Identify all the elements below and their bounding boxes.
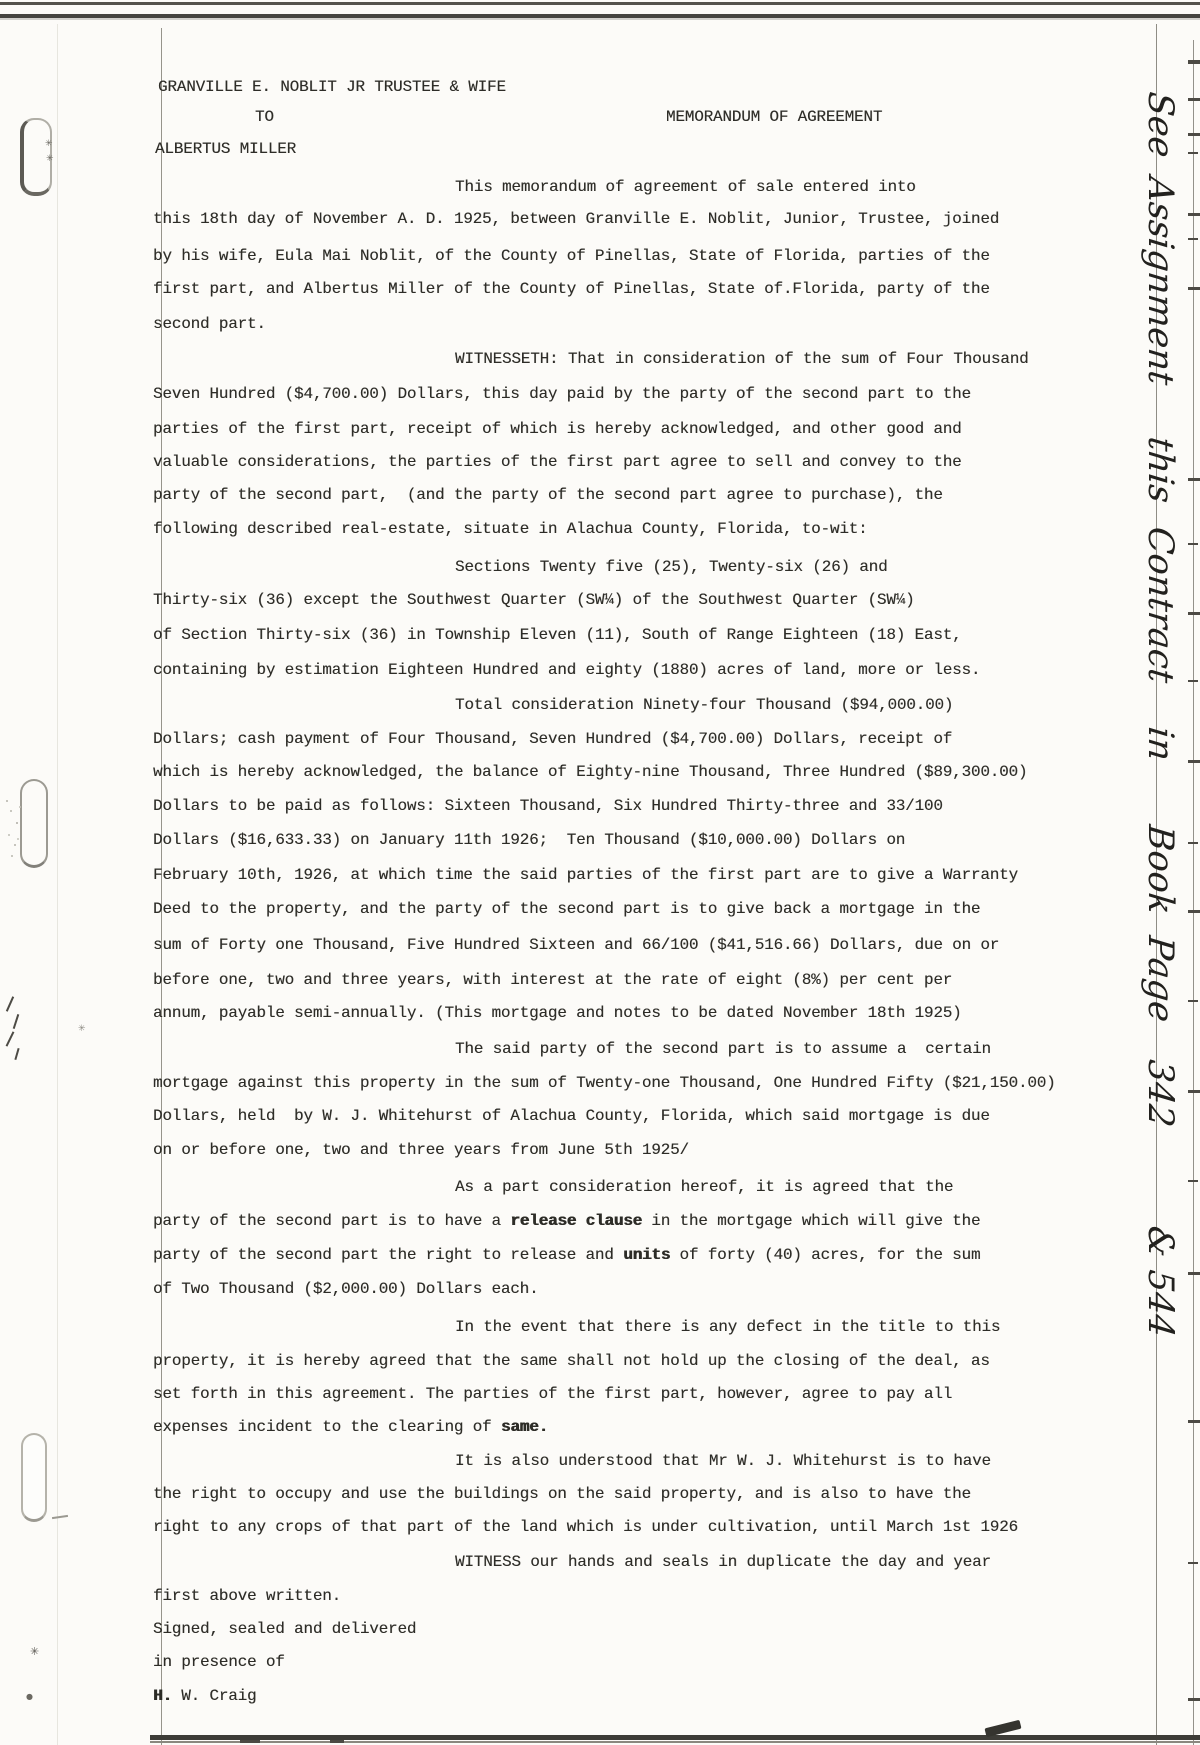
edge-tick xyxy=(1188,612,1200,615)
edge-tick xyxy=(1188,1090,1200,1093)
margin-note-word: Page xyxy=(1140,933,1180,1024)
paper-fold-line xyxy=(57,24,58,1745)
margin-note-word: & xyxy=(1140,1224,1180,1260)
top-scan-edge-rule xyxy=(0,2,1200,5)
pen-mark: ✳ xyxy=(78,1024,86,1034)
typed-line: Seven Hundred ($4,700.00) Dollars, this day paid by the party of the second part to the xyxy=(153,385,971,403)
typed-line: WITNESS our hands and seals in duplicate the day and year xyxy=(455,1553,991,1571)
edge-tick xyxy=(1188,1562,1198,1564)
typed-line: valuable considerations, the parties of the first part agree to sell and convey to the xyxy=(153,453,962,471)
pen-mark: ✳ xyxy=(45,139,53,149)
typed-line: H. W. Craig xyxy=(153,1687,257,1705)
typed-line: Total consideration Ninety-four Thousand ($94,000.00) xyxy=(455,696,954,714)
typed-line: As a part consideration hereof, it is agreed that the xyxy=(455,1178,954,1196)
typed-line: party of the second part the right to release and units of forty (40) acres, for the sum xyxy=(153,1246,981,1264)
edge-tick xyxy=(1188,287,1200,290)
typed-line: right to any crops of that part of the land which is under cultivation, until March 1st 1926 xyxy=(153,1518,1018,1536)
typed-line: annum, payable semi-annually. (This mortgage and notes to be dated November 18th 1925) xyxy=(153,1004,962,1022)
punch-hole-middle xyxy=(20,779,48,868)
typed-line: parties of the first part, receipt of which is hereby acknowledged, and other good and xyxy=(153,420,962,438)
scan-tick xyxy=(240,1740,260,1743)
typed-line: This memorandum of agreement of sale entered into xyxy=(455,178,916,196)
edge-tick xyxy=(1188,213,1200,216)
scan-speckles xyxy=(6,800,8,802)
typed-line: Dollars to be paid as follows: Sixteen Thousand, Six Hundred Thirty-three and 33/100 xyxy=(153,797,943,815)
pen-stroke xyxy=(6,996,14,1011)
pen-stroke xyxy=(13,1014,20,1029)
typed-line: Sections Twenty five (25), Twenty-six (26) and xyxy=(455,558,888,576)
pen-mark: ✳ xyxy=(46,154,54,164)
typed-line: It is also understood that Mr W. J. Whitehurst is to have xyxy=(455,1452,991,1470)
edge-tick xyxy=(1188,98,1200,101)
edge-tick xyxy=(1188,910,1200,913)
typed-line: set forth in this agreement. The parties of the first part, however, agree to pay all xyxy=(153,1385,953,1403)
scan-tick xyxy=(52,1515,68,1519)
typed-line: before one, two and three years, with interest at the rate of eight (8%) per cent per xyxy=(153,971,953,989)
scan-tick xyxy=(330,1740,344,1743)
typed-line: sum of Forty one Thousand, Five Hundred Sixteen and 66/100 ($41,516.66) Dollars, due on or xyxy=(153,936,1000,954)
margin-note-word: Assignment xyxy=(1140,175,1180,388)
typed-line: expenses incident to the clearing of same. xyxy=(153,1418,548,1436)
margin-note-word: See xyxy=(1140,89,1180,160)
edge-tick xyxy=(1188,1698,1200,1701)
typed-line: Dollars; cash payment of Four Thousand, Seven Hundred ($4,700.00) Dollars, receipt of xyxy=(153,730,953,748)
pen-stroke xyxy=(14,1048,19,1060)
edge-tick xyxy=(1188,1272,1200,1275)
bottom-scan-edge-rule-2 xyxy=(150,1741,1200,1743)
typed-line: second part. xyxy=(153,315,266,333)
edge-tick xyxy=(1188,238,1198,240)
edge-tick xyxy=(1188,680,1198,682)
edge-tick xyxy=(1188,543,1198,545)
edge-tick xyxy=(1188,1420,1200,1423)
typed-line: Deed to the property, and the party of the second part is to give back a mortgage in the xyxy=(153,900,981,918)
pen-mark: ✳ xyxy=(30,1645,40,1658)
typed-line: first above written. xyxy=(153,1587,342,1605)
typed-line: by his wife, Eula Mai Noblit, of the County of Pinellas, State of Florida, parties of the xyxy=(153,247,990,265)
typed-line: Dollars ($16,633.33) on January 11th 1926; Ten Thousand ($10,000.00) Dollars on xyxy=(153,831,906,849)
margin-note-word: 342 xyxy=(1140,1057,1180,1129)
typed-line: this 18th day of November A. D. 1925, between Granville E. Noblit, Junior, Trustee, joined xyxy=(153,210,1000,228)
punch-hole-bottom xyxy=(21,1433,47,1522)
edge-tick xyxy=(1188,60,1200,64)
edge-tick xyxy=(1188,133,1200,136)
margin-note-word: Book xyxy=(1140,822,1180,916)
typed-line: Signed, sealed and delivered xyxy=(153,1620,417,1638)
typed-line: the right to occupy and use the buildings on the said property, and is also to have the xyxy=(153,1485,971,1503)
margin-note-word: Contract xyxy=(1140,524,1180,685)
typed-line: mortgage against this property in the sum of Twenty-one Thousand, One Hundred Fifty ($21,150.00) xyxy=(153,1074,1056,1092)
typed-line: The said party of the second part is to assume a certain xyxy=(455,1040,991,1058)
typed-line: WITNESSETH: That in consideration of the sum of Four Thousand xyxy=(455,350,1029,368)
party-two-name: ALBERTUS MILLER xyxy=(155,140,297,158)
edge-tick xyxy=(1188,842,1198,844)
party-one-name: GRANVILLE E. NOBLIT JR TRUSTEE & WIFE xyxy=(158,78,506,96)
pen-mark: ● xyxy=(26,1692,33,1701)
edge-tick xyxy=(1188,760,1200,763)
edge-tick xyxy=(1188,478,1200,481)
edge-tick xyxy=(1188,1000,1198,1002)
typed-line: Dollars, held by W. J. Whitehurst of Alachua County, Florida, which said mortgage is due xyxy=(153,1107,990,1125)
typed-line: Thirty-six (36) except the Southwest Quarter (SW¼) of the Southwest Quarter (SW¼) xyxy=(153,591,915,609)
typed-line: property, it is hereby agreed that the same shall not hold up the closing of the deal, as xyxy=(153,1352,990,1370)
edge-tick xyxy=(1188,1180,1198,1182)
document-title: MEMORANDUM OF AGREEMENT xyxy=(666,108,883,126)
bottom-scan-edge-rule xyxy=(150,1735,1200,1740)
typed-line: of Two Thousand ($2,000.00) Dollars each. xyxy=(153,1280,539,1298)
typed-line: in presence of xyxy=(153,1653,285,1671)
typed-line: party of the second part, (and the party of the second part agree to purchase), the xyxy=(153,486,943,504)
typed-line: containing by estimation Eighteen Hundred and eighty (1880) acres of land, more or less. xyxy=(153,661,981,679)
handwritten-margin-note xyxy=(1123,86,1197,1339)
typed-line: In the event that there is any defect in the title to this xyxy=(455,1318,1001,1336)
typed-line: of Section Thirty-six (36) in Township Eleven (11), South of Range Eighteen (18) East, xyxy=(153,626,962,644)
typed-line: which is hereby acknowledged, the balance of Eighty-nine Thousand, Three Hundred ($89,300.00) xyxy=(153,763,1028,781)
typed-line: party of the second part is to have a release clause in the mortgage which will give the xyxy=(153,1212,981,1230)
typed-line: on or before one, two and three years from June 5th 1925/ xyxy=(153,1141,689,1159)
margin-note-word: 544 xyxy=(1140,1267,1180,1339)
edge-tick xyxy=(1188,152,1198,154)
margin-note-word: in xyxy=(1140,724,1180,763)
typed-line: following described real-estate, situate in Alachua County, Florida, to-wit: xyxy=(153,520,868,538)
margin-note-word: this xyxy=(1140,435,1180,506)
party-connector: TO xyxy=(255,108,274,126)
top-scan-edge-rule-2 xyxy=(0,14,1200,18)
pen-stroke xyxy=(6,1031,15,1046)
typed-line: February 10th, 1926, at which time the said parties of the first part are to give a Warranty xyxy=(153,866,1018,884)
typed-line: first part, and Albertus Miller of the County of Pinellas, State of.Florida, party of the xyxy=(153,280,990,298)
